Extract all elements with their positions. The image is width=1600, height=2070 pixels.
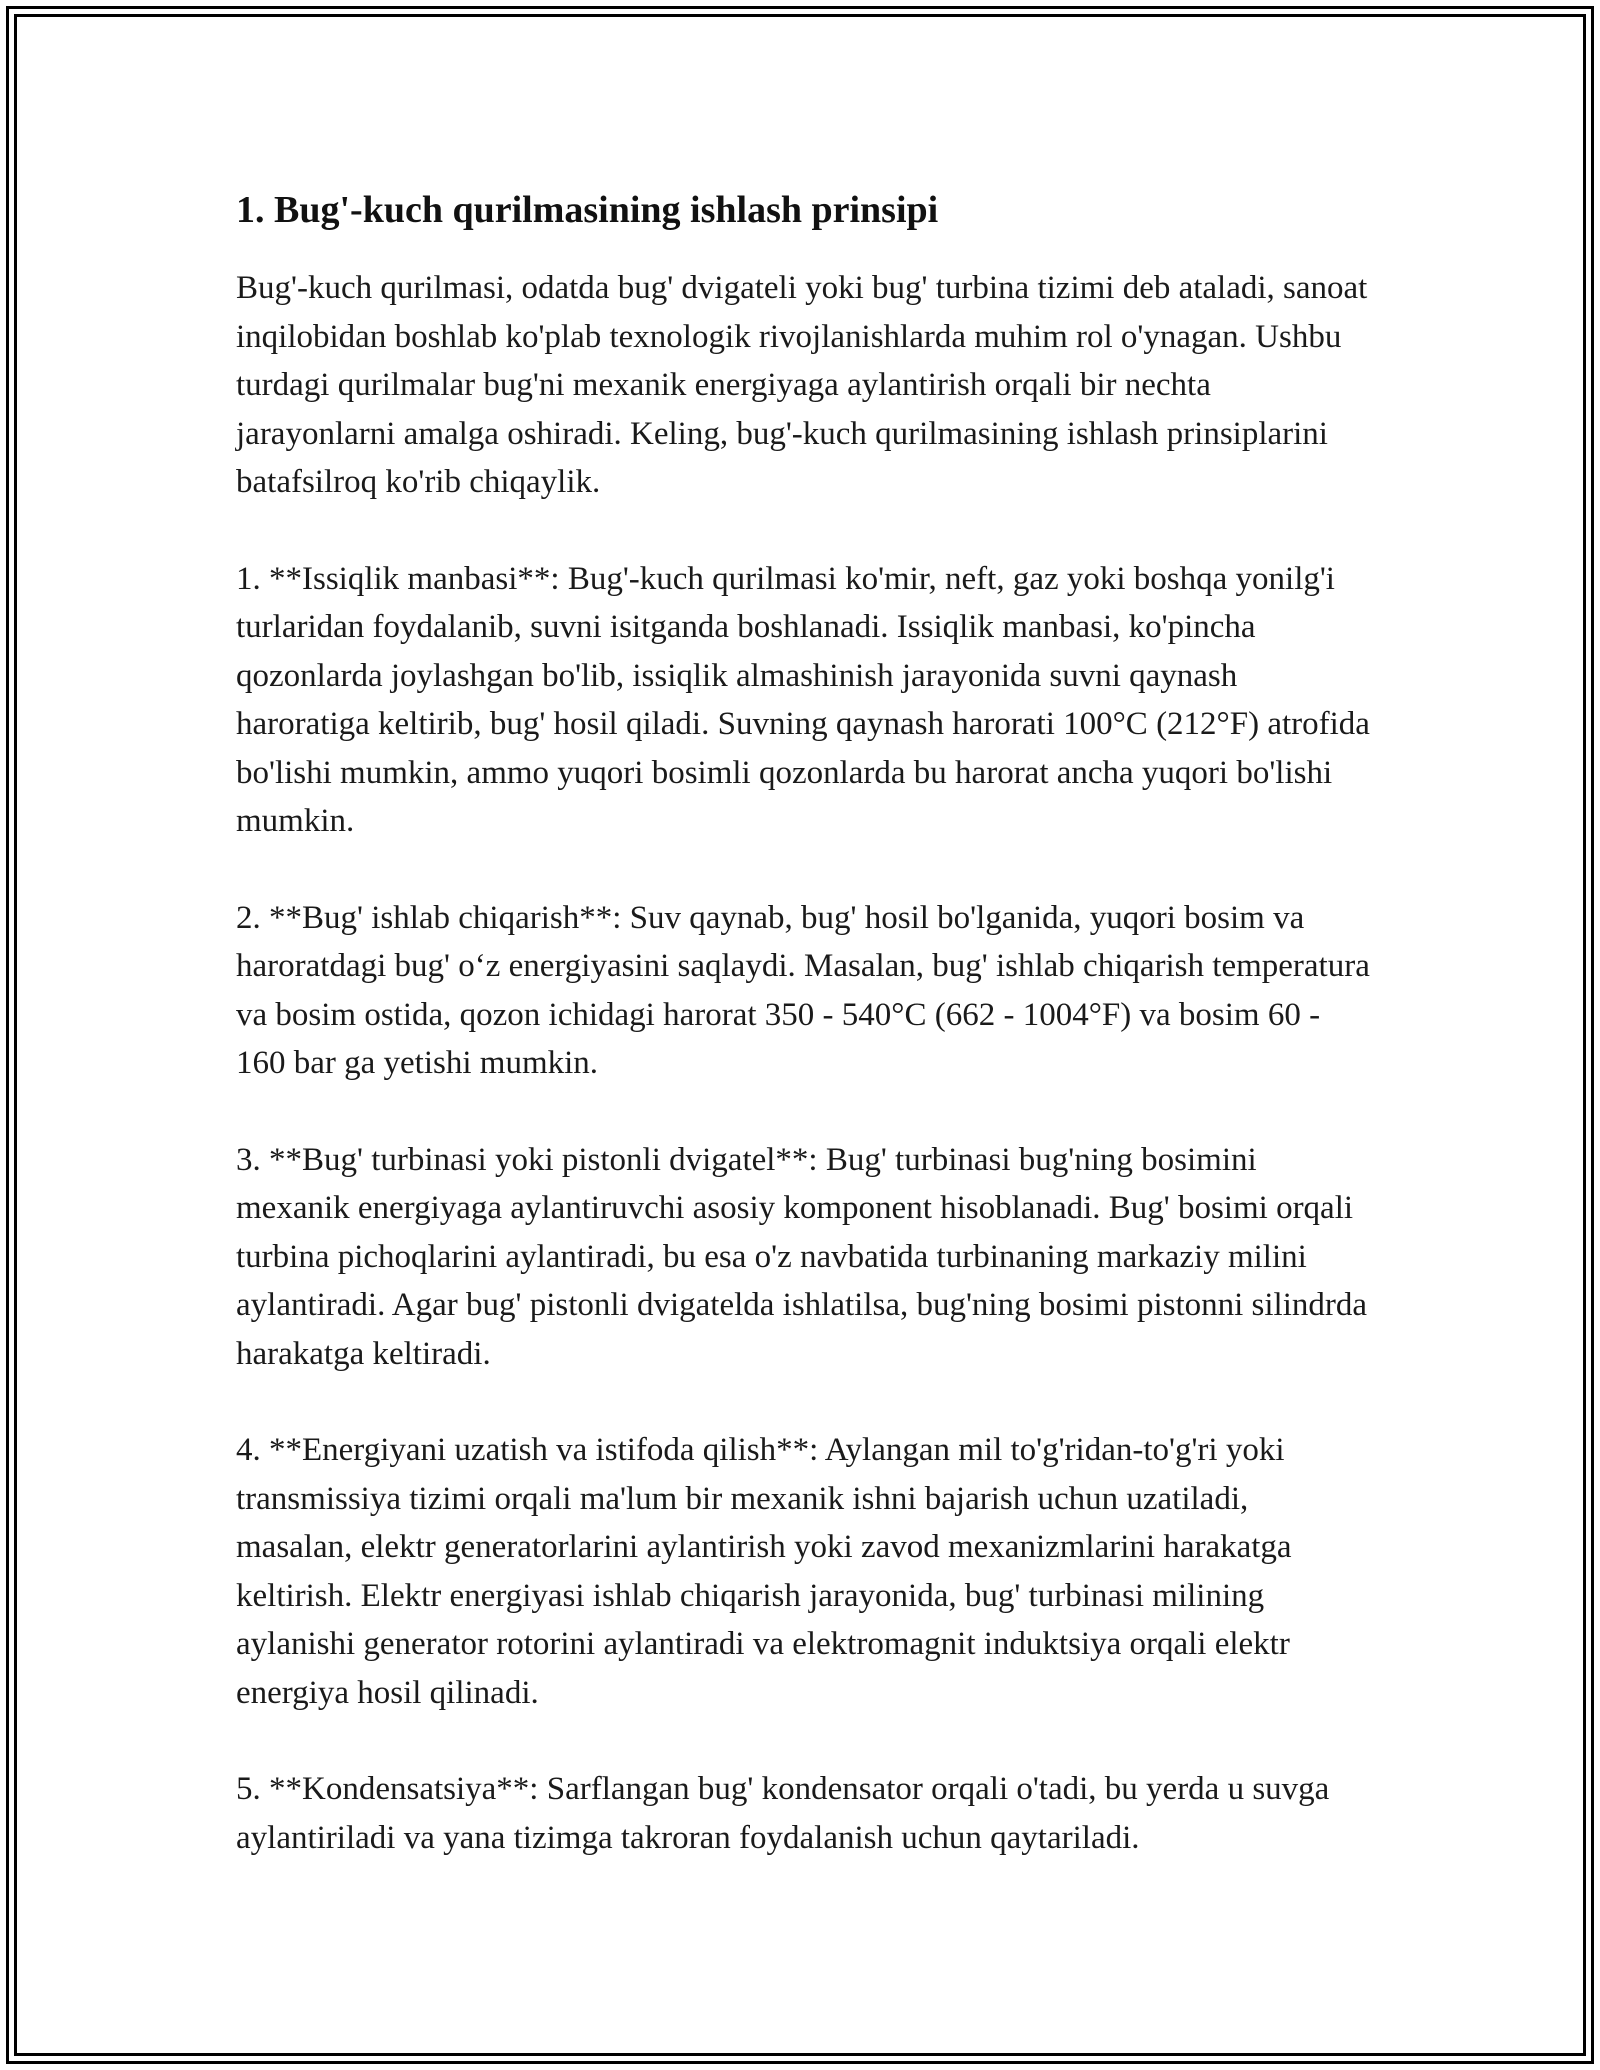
document-title: 1. Bug'-kuch qurilmasining ishlash prinsipi	[236, 189, 939, 231]
paragraph-turbine: 3. **Bug' turbinasi yoki pistonli dvigatel**: Bug' turbinasi bug'ning bosimini mexanik energiyaga aylantiruvchi asosiy komponent hisoblanadi. Bug' bosimi orqali turbina pichoqlarini aylantiradi, bu esa o'z navbatida turbinaning markaziy milini aylantiradi. Agar bug' pistonli dvigatelda ishlatilsa, bug'ning bosimi pistonni silindrda harakatga keltiradi.	[236, 1141, 1368, 1372]
document-body	[236, 186, 1372, 1910]
paragraph-intro: Bug'-kuch qurilmasi, odatda bug' dvigateli yoki bug' turbina tizimi deb ataladi, sanoat inqilobidan boshlab ko'plab texnologik rivojlanishlarda muhim rol o'ynagan. Ushbu turdagi qurilmalar bug'ni mexanik energiyaga aylantirish orqali bir nechta jarayonlarni amalga oshiradi. Keling, bug'-kuch qurilmasining ishlash prinsiplarini batafsilroq ko'rib chiqaylik.	[236, 270, 1368, 500]
paragraph-steam-production: 2. **Bug' ishlab chiqarish**: Suv qaynab, bug' hosil bo'lganida, yuqori bosim va haroratdagi bug' o‘z energiyasini saqlaydi. Masalan, bug' ishlab chiqarish temperatura va bosim ostida, qozon ichidagi harorat 350 - 540°C (662 - 1004°F) va bosim 60 - 160 bar ga yetishi mumkin.	[236, 899, 1370, 1081]
paragraph-heat-source: 1. **Issiqlik manbasi**: Bug'-kuch qurilmasi ko'mir, neft, gaz yoki boshqa yonilg'i turlaridan foydalanib, suvni isitganda boshlanadi. Issiqlik manbasi, ko'pincha qozonlarda joylashgan bo'lib, issiqlik almashinish jarayonida suvni qaynash haroratiga keltirib, bug' hosil qiladi. Suvning qaynash harorati 100°C (212°F) atrofida bo'lishi mumkin, ammo yuqori bosimli qozonlarda bu harorat ancha yuqori bo'lishi mumkin.	[236, 560, 1370, 839]
paragraph-condensation: 5. **Kondensatsiya**: Sarflangan bug' kondensator orqali o'tadi, bu yerda u suvga aylantiriladi va yana tizimga takroran foydalanish uchun qaytariladi.	[236, 1771, 1330, 1856]
paragraph-energy-transfer: 4. **Energiyani uzatish va istifoda qilish**: Aylangan mil to'g'ridan-to'g'ri yoki transmissiya tizimi orqali ma'lum bir mexanik ishni bajarish uchun uzatiladi, masalan, elektr generatorlarini aylantirish yoki zavod mexanizmlarini harakatga keltirish. Elektr energiyasi ishlab chiqarish jarayonida, bug' turbinasi milining aylanishi generator rotorini aylantiradi va elektromagnit induktsiya orqali elektr energiya hosil qilinadi.	[236, 1432, 1292, 1711]
